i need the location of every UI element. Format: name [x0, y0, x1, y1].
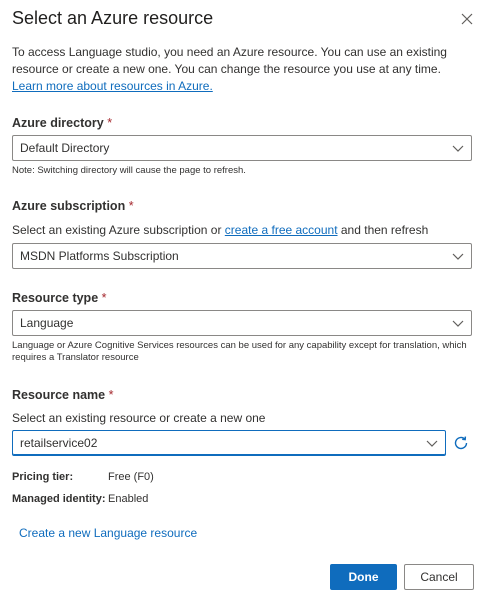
close-button[interactable]	[456, 8, 478, 30]
chevron-down-icon	[452, 318, 464, 328]
resource-type-value: Language	[20, 316, 74, 330]
create-free-account-link[interactable]: create a free account	[224, 223, 338, 237]
resource-name-dropdown[interactable]	[12, 430, 446, 456]
dialog-title: Select an Azure resource	[12, 8, 214, 28]
learn-more-link[interactable]: Learn more about resources in Azure.	[12, 79, 213, 93]
required-mark: *	[128, 199, 134, 213]
required-mark: *	[101, 291, 107, 305]
directory-label-text: Azure directory	[12, 116, 104, 130]
resource-type-dropdown[interactable]	[12, 310, 472, 336]
resource-name-label	[12, 388, 113, 402]
done-button[interactable]: Done	[330, 564, 397, 590]
managed-identity-value: Enabled	[108, 493, 149, 505]
resource-type-label	[12, 291, 107, 305]
subscription-hint	[12, 223, 474, 237]
required-mark: *	[108, 388, 114, 402]
create-language-resource-link[interactable]: Create a new Language resource	[19, 526, 198, 540]
subscription-label-text: Azure subscription	[12, 199, 126, 213]
intro-body: To access Language studio, you need an Azure resource. You can use an existing resource or create a new one. You can change the resource you use at any time.	[12, 45, 447, 76]
close-icon	[461, 13, 473, 25]
pricing-tier-label: Pricing tier:	[12, 471, 74, 483]
directory-dropdown[interactable]	[12, 135, 472, 161]
subscription-hint-suffix: and then refresh	[340, 223, 429, 237]
directory-value: Default Directory	[20, 141, 110, 155]
resource-name-label-text: Resource name	[12, 388, 106, 402]
subscription-label	[12, 199, 134, 213]
subscription-hint-prefix: Select an existing Azure subscription or	[12, 223, 222, 237]
refresh-button[interactable]	[452, 434, 470, 452]
cancel-button[interactable]: Cancel	[404, 564, 474, 590]
directory-label	[12, 116, 112, 130]
subscription-value: MSDN Platforms Subscription	[20, 249, 179, 263]
resource-type-note: Language or Azure Cognitive Services resources can be used for any capability except for translation, which requires a Translator resource	[12, 340, 467, 363]
intro-text	[12, 44, 474, 95]
chevron-down-icon	[426, 438, 438, 448]
resource-name-value: retailservice02	[20, 436, 98, 450]
subscription-dropdown[interactable]	[12, 243, 472, 269]
resource-name-hint: Select an existing resource or create a new one	[12, 411, 266, 425]
chevron-down-icon	[452, 251, 464, 261]
directory-note: Note: Switching directory will cause the page to refresh.	[12, 165, 246, 176]
required-mark: *	[107, 116, 113, 130]
resource-type-label-text: Resource type	[12, 291, 99, 305]
pricing-tier-value: Free (F0)	[108, 471, 154, 483]
chevron-down-icon	[452, 143, 464, 153]
refresh-icon	[452, 434, 470, 452]
managed-identity-label: Managed identity:	[12, 493, 106, 505]
